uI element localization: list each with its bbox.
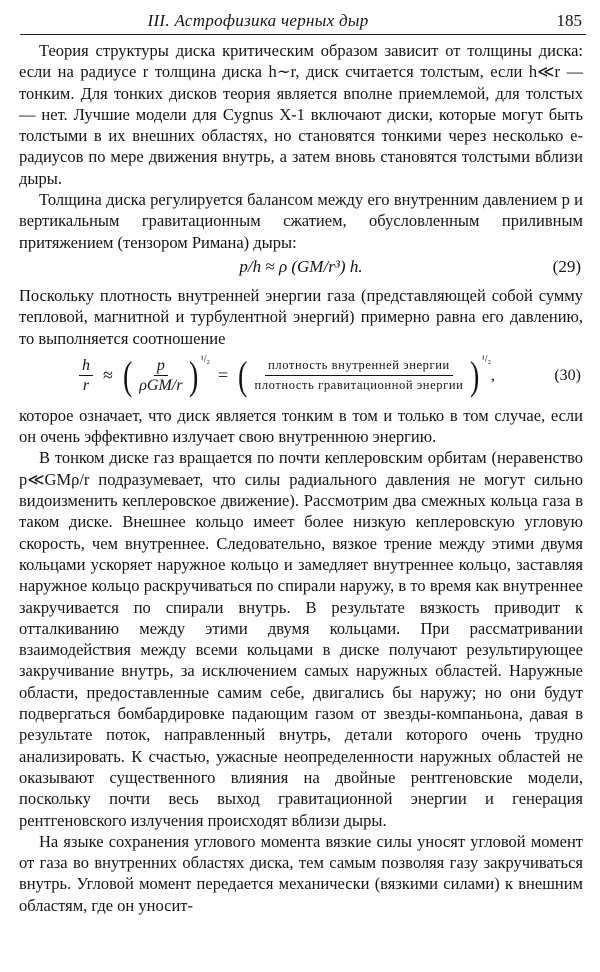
paragraph-thin-disk: которое означает, что диск является тонким в том и только в том случае, если он очень эффективно излучает свою внутреннюю энергию. — [19, 405, 583, 447]
fraction-energy-ratio — [252, 357, 467, 394]
equation-30 — [19, 351, 583, 401]
trailing-comma: , — [491, 367, 495, 385]
paragraph-disk-thickness: Теория структуры диска критическим образом зависит от толщины диска: если на радиусе r толщина диска h∼r, диск считается толстым, если h≪r — тонким. Для тонких дисков теория является вполне приемлемой, для толстых — нет. Лучшие модели для Cygnus X-1 включают диски, которые могут быть толстыми в их внешних областях, но становятся тонкими через несколько e-радиусов по мере движения внутрь, а затем вновь становятся толстыми вблизи дыры. — [19, 41, 583, 188]
equation-29-formula: p/h ≈ ρ (GM/r³) h. — [239, 256, 363, 276]
fraction-h-over-r — [79, 357, 93, 394]
equation-30-formula — [77, 351, 495, 401]
exponent-half: ¹/₂ — [481, 354, 491, 366]
fraction-numerator: плотность внутренней энергии — [265, 357, 453, 376]
fraction-numerator: h — [79, 357, 93, 376]
equation-30-number: (30) — [554, 366, 581, 384]
left-paren: ( — [122, 352, 133, 398]
paragraph-energy-density: Поскольку плотность внутренней энергии газа (представляющей собой сумму тепловой, магнитной и турбулентной энергий) примерно равна его давлению, то выполняется соотношение — [19, 285, 583, 348]
right-paren: ) — [470, 352, 480, 398]
right-paren: ) — [189, 352, 199, 398]
left-paren: ( — [238, 352, 248, 398]
fraction-numerator: p — [154, 357, 168, 376]
equals-sign: = — [218, 365, 229, 386]
running-title: III. Астрофизика черных дыр — [147, 11, 369, 30]
paragraph-keplerian-orbits: В тонком диске газ вращается по почти кеплеровским орбитам (неравенство p≪GMρ/r подразумевает, что силы радиального давления не могут сильно видоизменить кеплеровское движение). Рассмотрим два смежных кольца газа в таком диске. Внешнее кольцо имеет более низкую кеплеровскую угловую скорость, чем внутреннее. Следовательно, вязкое трение между этими двумя кольцами ускоряет наружное кольцо и замедляет внутреннее кольцо, заставляя наружное кольцо раскручиваться по спирали наружу, в то время как внутреннее закручивается по спирали внутрь. В результате вязкость приводит к отталкиванию между этими двумя кольцами. При рассматривании взаимодействия между всеми кольцами в диске получают результирующее закручивание внутрь, за исключением самых наружных областей. Наружные области, предоставленные самим себе, двигались бы наружу; но они будут подвергаться бомбардировке падающим газом от звезды-компаньона, давая в результате поток, направленный внутрь, детали которого очень трудно анализировать. К счастью, ужасные неопределенности наружных областей не оказывают существенного влияния на двойные рентгеновские модели, поскольку почти весь выход гравитационной энергии и генерация рентгеновского излучения происходят вблизи дыры. — [19, 448, 583, 830]
exponent-half: ¹/₂ — [200, 354, 211, 366]
page-number: 185 — [556, 11, 582, 30]
fraction-pressure — [136, 357, 185, 394]
equation-29 — [19, 254, 583, 281]
fraction-denominator: плотность гравитационной энергии — [254, 378, 464, 393]
page-header — [20, 8, 586, 35]
fraction-denominator: ρGM/r — [139, 377, 183, 395]
paragraph-angular-momentum: На языке сохранения углового момента вязкие силы уносят угловой момент от газа во внутренних областях диска, тем самым позволяя газу закручиваться внутрь. Угловой момент передается механически (вязкими силами) к внешним областям, где он уносит- — [19, 831, 583, 915]
fraction-denominator: r — [82, 377, 90, 395]
equation-29-number: (29) — [552, 256, 581, 276]
paragraph-pressure-balance: Толщина диска регулируется балансом между его внутренним давлением p и вертикальным гравитационным сжатием, обусловленным приливным притяжением (тензором Римана) дыры: — [19, 190, 583, 252]
main-text — [19, 40, 583, 916]
approx-sign: ≈ — [103, 365, 113, 386]
